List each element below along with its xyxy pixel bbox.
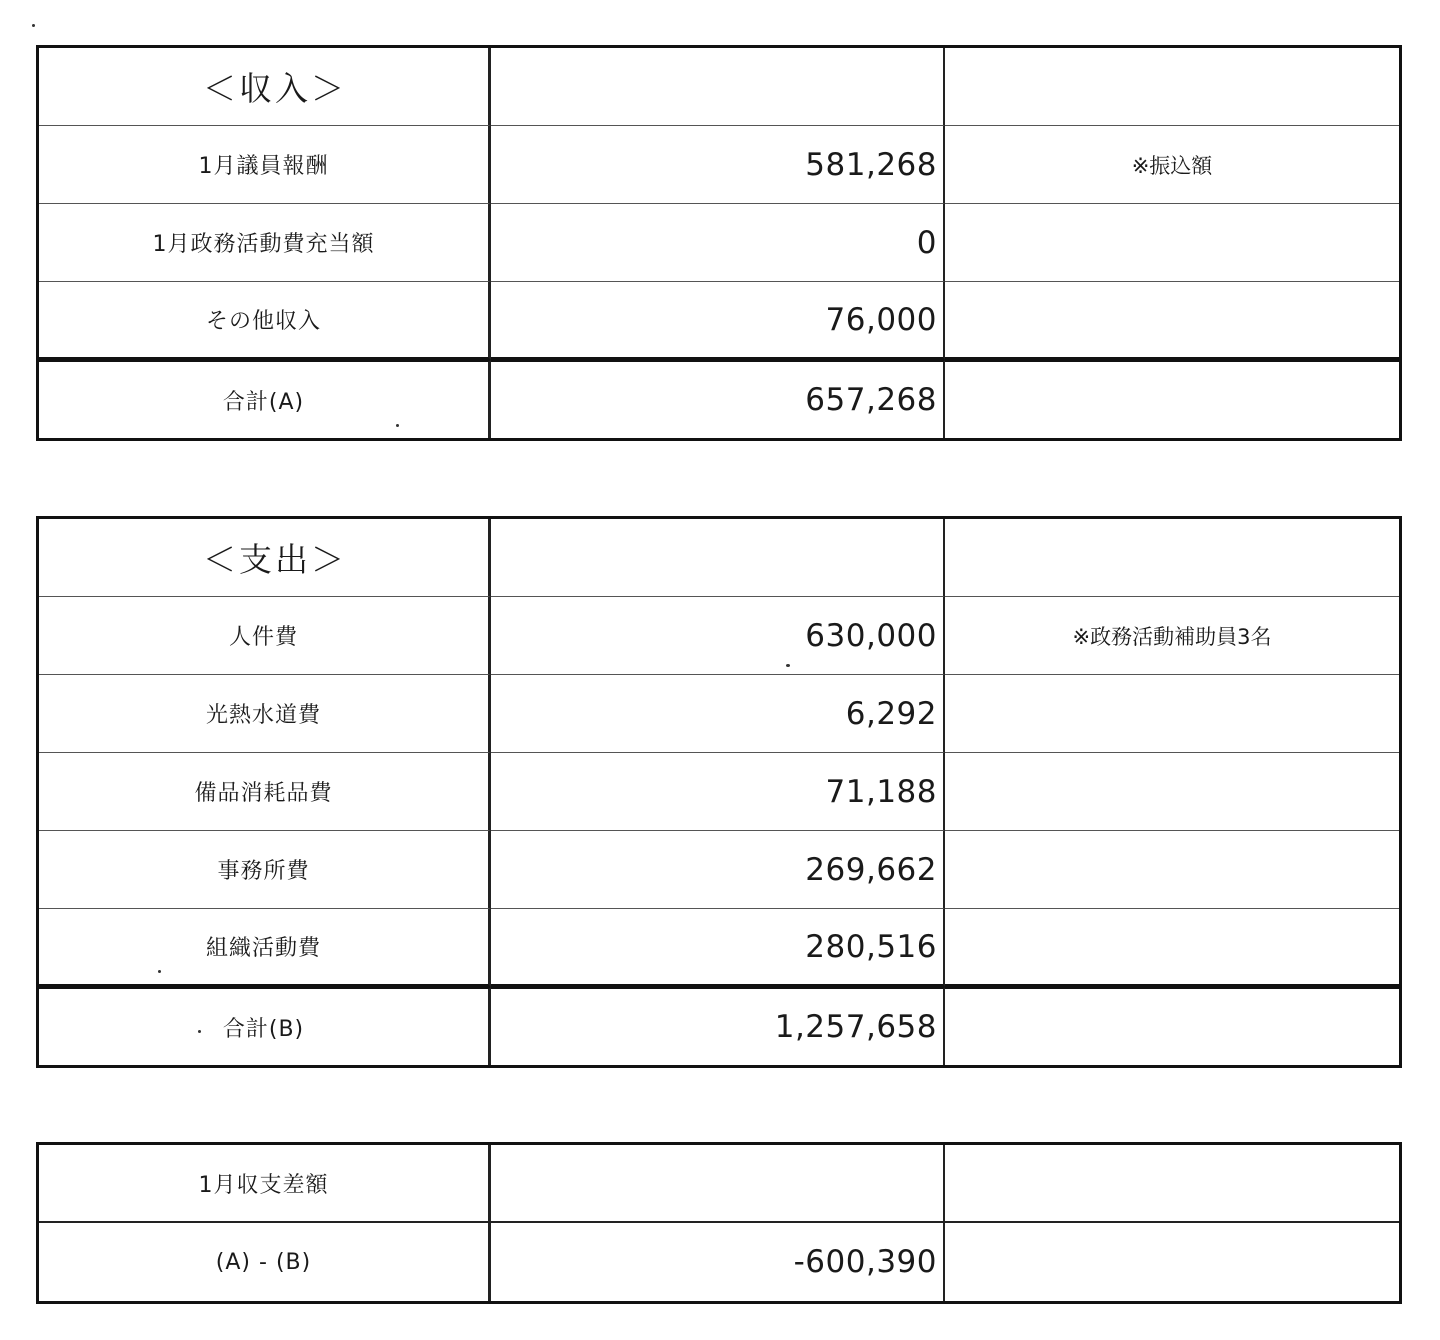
expense-row-amount: 269,662 bbox=[491, 831, 945, 909]
income-total-note bbox=[945, 360, 1399, 438]
balance-row-note bbox=[945, 1145, 1399, 1223]
expense-row-amount: 71,188 bbox=[491, 753, 945, 831]
expense-row-amount: 6,292 bbox=[491, 675, 945, 753]
expense-row-note bbox=[945, 831, 1399, 909]
balance-table bbox=[36, 1142, 1402, 1304]
income-row-label: 1月議員報酬 bbox=[39, 126, 491, 204]
balance-row-label: 1月収支差額 bbox=[39, 1145, 491, 1223]
expense-header-amount-cell bbox=[491, 519, 945, 597]
income-total-amount: 657,268 bbox=[491, 360, 945, 438]
income-row-amount: 581,268 bbox=[491, 126, 945, 204]
income-header: ＜収入＞ bbox=[39, 48, 491, 126]
income-table bbox=[36, 45, 1402, 441]
expense-row-label: 人件費 bbox=[39, 597, 491, 675]
scan-speck bbox=[786, 664, 790, 667]
scan-speck bbox=[158, 970, 161, 973]
income-total-label: 合計(A) bbox=[39, 360, 491, 438]
income-header-note-cell bbox=[945, 48, 1399, 126]
scan-speck bbox=[32, 24, 35, 27]
expense-row-label: 光熱水道費 bbox=[39, 675, 491, 753]
income-row-amount: 0 bbox=[491, 204, 945, 282]
income-row-note bbox=[945, 204, 1399, 282]
expense-row-label: 組織活動費 bbox=[39, 909, 491, 987]
balance-diff-amount: -600,390 bbox=[491, 1223, 945, 1301]
expense-row-note bbox=[945, 753, 1399, 831]
expense-header-note-cell bbox=[945, 519, 1399, 597]
expense-row-label: 備品消耗品費 bbox=[39, 753, 491, 831]
income-row-note bbox=[945, 282, 1399, 360]
balance-row-amount bbox=[491, 1145, 945, 1223]
income-header-amount-cell bbox=[491, 48, 945, 126]
expense-header: ＜支出＞ bbox=[39, 519, 491, 597]
income-row-label: その他収入 bbox=[39, 282, 491, 360]
expense-row-amount: 280,516 bbox=[491, 909, 945, 987]
income-row-label: 1月政務活動費充当額 bbox=[39, 204, 491, 282]
expense-row-label: 事務所費 bbox=[39, 831, 491, 909]
expense-table bbox=[36, 516, 1402, 1068]
income-row-note: ※振込額 bbox=[945, 126, 1399, 204]
scan-speck bbox=[198, 1030, 201, 1033]
expense-row-amount: 630,000 bbox=[491, 597, 945, 675]
balance-diff-label: (A) - (B) bbox=[39, 1223, 491, 1301]
expense-row-note bbox=[945, 909, 1399, 987]
expense-total-label: 合計(B) bbox=[39, 987, 491, 1065]
expense-row-note: ※政務活動補助員3名 bbox=[945, 597, 1399, 675]
income-row-amount: 76,000 bbox=[491, 282, 945, 360]
expense-total-amount: 1,257,658 bbox=[491, 987, 945, 1065]
balance-diff-note bbox=[945, 1223, 1399, 1301]
scan-speck bbox=[396, 424, 399, 427]
expense-row-note bbox=[945, 675, 1399, 753]
expense-total-note bbox=[945, 987, 1399, 1065]
